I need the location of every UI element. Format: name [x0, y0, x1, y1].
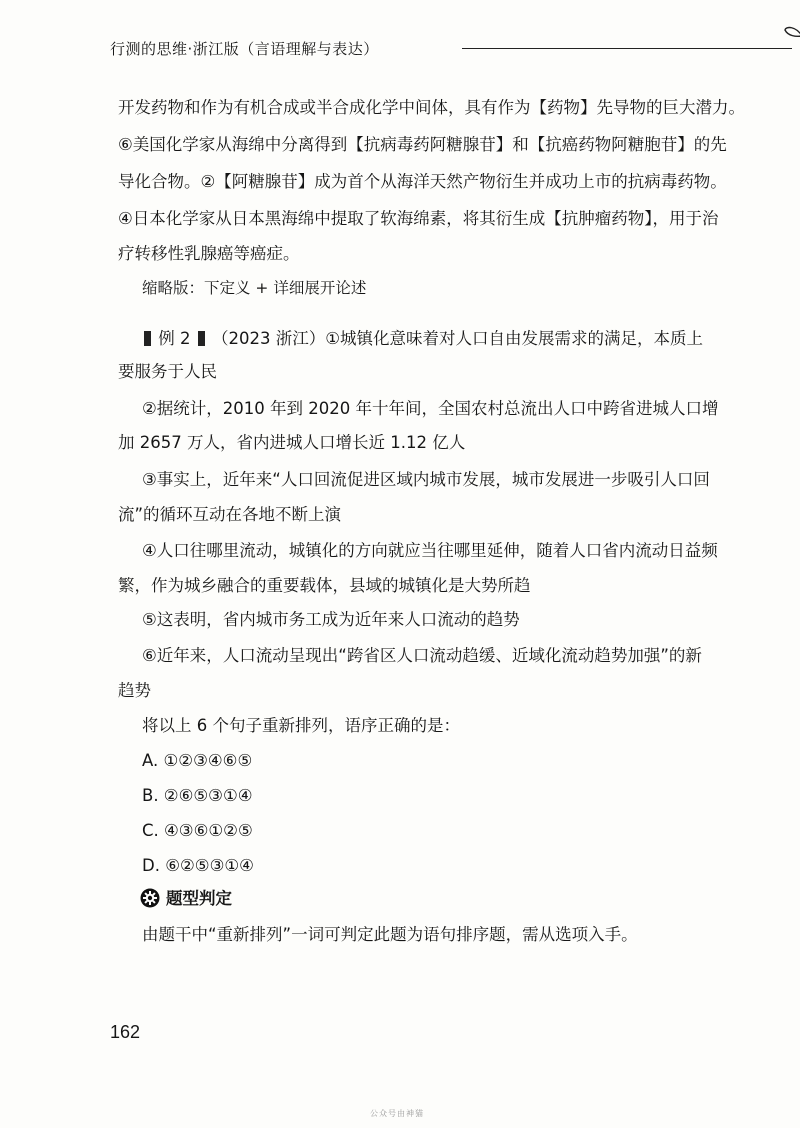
sentence-4-cont: 繁，作为城乡融合的重要载体，县域的城镇化是大势所趋	[118, 576, 531, 595]
passage-line: 疗转移性乳腺癌等癌症。	[118, 244, 300, 263]
passage-line: 开发药物和作为有机合成或半合成化学中间体，具有作为【药物】先导物的巨大潜力。	[118, 98, 745, 117]
running-header	[110, 36, 730, 60]
sentence-6: ⑥近年来，人口流动呈现出“跨省区人口流动趋缓、近域化流动趋势加强”的新	[142, 646, 702, 665]
sprout-icon	[782, 20, 800, 54]
label-marker-right	[198, 331, 205, 346]
sentence-5: ⑤这表明，省内城市务工成为近年来人口流动的趋势	[142, 610, 520, 629]
example-source: （2023 浙江）	[212, 329, 326, 348]
sentence-2: ②据统计，2010 年到 2020 年十年间，全国农村总流出人口中跨省进城人口增	[142, 399, 719, 418]
analysis-text: 由题干中“重新排列”一词可判定此题为语句排序题，需从选项入手。	[142, 925, 638, 944]
option-c: C. ④③⑥①②⑤	[142, 821, 253, 840]
example-heading-line	[142, 326, 722, 352]
sentence-4: ④人口往哪里流动，城镇化的方向就应当往哪里延伸，随着人口省内流动日益频	[142, 541, 718, 560]
passage-line: ④日本化学家从日本黑海绵中提取了软海绵素，将其衍生成【抗肿瘤药物】，用于治	[118, 209, 719, 228]
header-rule	[462, 48, 792, 49]
sentence-2-cont: 加 2657 万人，省内进城人口增长近 1.12 亿人	[118, 433, 466, 452]
footer-watermark: 公众号由神猫	[370, 1109, 424, 1118]
option-d: D. ⑥②⑤③①④	[142, 856, 254, 875]
gear-icon	[140, 888, 160, 908]
sentence-1: ①城镇化意味着对人口自由发展需求的满足，本质上	[325, 329, 704, 348]
option-b: B. ②⑥⑤③①④	[142, 786, 253, 805]
option-a: A. ①②③④⑥⑤	[142, 751, 253, 770]
analysis-heading: 题型判定	[166, 889, 232, 908]
sentence-6-cont: 趋势	[118, 681, 151, 700]
label-marker-left	[144, 331, 151, 346]
sentence-3-cont: 流”的循环互动在各地不断上演	[118, 505, 342, 524]
passage-line: 导化合物。②【阿糖腺苷】成为首个从海洋天然产物衍生并成功上市的抗病毒药物。	[118, 172, 727, 191]
example-label: 例 2	[158, 329, 191, 348]
passage-line: ⑥美国化学家从海绵中分离得到【抗病毒药阿糖腺苷】和【抗癌药物阿糖胞苷】的先	[118, 135, 727, 154]
header-title: 行测的思维·浙江版（言语理解与表达）	[110, 40, 379, 58]
question-stem: 将以上 6 个句子重新排列，语序正确的是：	[142, 716, 460, 735]
summary-note: 缩略版：下定义 + 详细展开论述	[142, 279, 367, 297]
sentence-1-cont: 要服务于人民	[118, 362, 217, 381]
sentence-3: ③事实上，近年来“人口回流促进区域内城市发展，城市发展进一步吸引人口回	[142, 470, 710, 489]
page-number: 162	[110, 1022, 141, 1042]
